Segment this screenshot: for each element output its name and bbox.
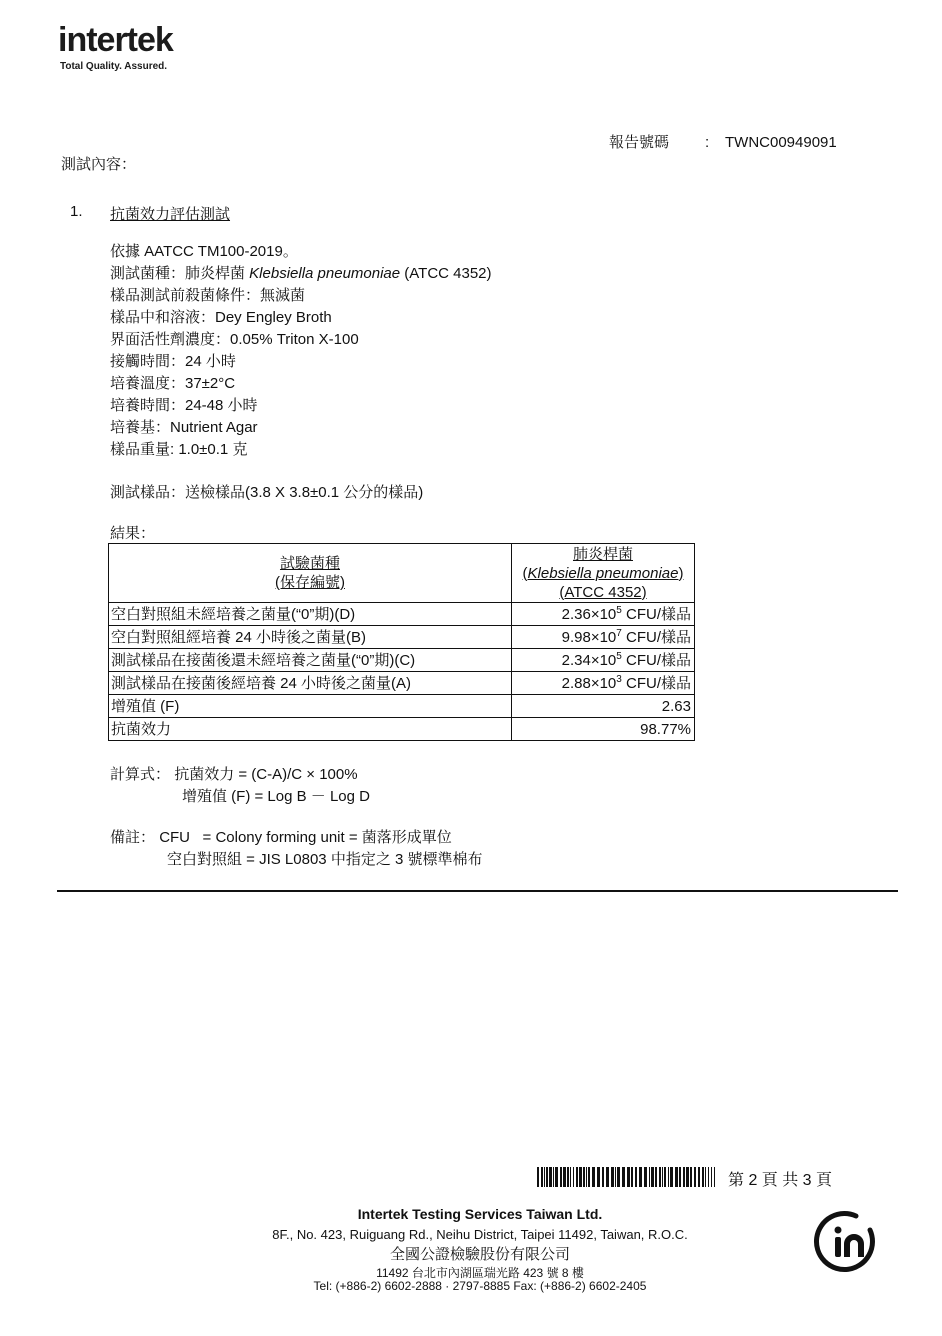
condition-organism [110, 263, 492, 285]
row-value [512, 626, 695, 649]
header-col2-line1: 肺炎桿菌 [572, 545, 633, 563]
intertek-logo: intertek [58, 21, 173, 59]
report-number-value: TWNC00949091 [725, 134, 837, 151]
table-row-efficacy [109, 718, 695, 741]
condition-medium: 培養基：Nutrient Agar [110, 419, 258, 436]
header-col2-close: ) [678, 564, 684, 582]
footer-company-zh: 全國公證檢驗股份有限公司 [389, 1246, 570, 1263]
row-label: 空白對照組經培養 24 小時後之菌量(B) [109, 626, 512, 649]
calculation-formula1: 抗菌效力 = (C-A)/C × 100% [174, 766, 358, 783]
barcode-icon [537, 1167, 717, 1187]
report-number-label: 報告號碼 [609, 134, 670, 151]
condition-sample-weight: 樣品重量: 1.0±0.1 克 [110, 441, 248, 458]
test-conditions [110, 241, 492, 461]
footer-address-zh: 11492 台北市內湖區瑞光路 423 號 8 樓 [376, 1266, 584, 1280]
page-info: 第 2 頁 共 3 頁 [728, 1172, 833, 1189]
value-mantissa: 2.36×10 [561, 605, 617, 623]
row-label: 測試樣品在接菌後經培養 24 小時後之菌量(A) [109, 672, 512, 695]
report-number-line [609, 131, 837, 152]
condition-surfactant: 界面活性劑濃度：0.05% Triton X-100 [110, 331, 359, 348]
header-organism-name [512, 544, 695, 603]
row-value [512, 649, 695, 672]
value-exponent: 5 [616, 604, 622, 616]
row-label: 測試樣品在接菌後還未經培養之菌量(“0”期)(C) [109, 649, 512, 672]
value-exponent: 5 [616, 650, 622, 662]
value-mantissa: 9.98×10 [561, 628, 617, 646]
footer-contact: Tel: (+886-2) 6602-2888 · 2797-8885 Fax: (+886-2) 6602-2405 [313, 1279, 647, 1293]
table-row [109, 603, 695, 626]
condition-incubation-time: 培養時間：24-48 小時 [110, 397, 258, 414]
calculation-formula2: 增殖值 (F) = Log B － Log D [182, 788, 370, 805]
condition-standard: 依據 AATCC TM100-2019。 [110, 243, 298, 260]
header-col2-line3: (ATCC 4352) [559, 583, 647, 601]
growth-value: 2.63 [512, 695, 695, 718]
condition-sterilization: 樣品測試前殺菌條件：無滅菌 [110, 287, 306, 304]
efficacy-value: 98.77% [512, 718, 695, 741]
organism-prefix: 測試菌種：肺炎桿菌 [110, 265, 250, 282]
header-col1-line2: (保存編號) [275, 574, 345, 591]
header-col1-line1: 試驗菌種 [279, 555, 340, 572]
calculation-label: 計算式： [110, 766, 171, 783]
value-mantissa: 2.34×10 [561, 651, 617, 669]
condition-incubation-temp: 培養溫度：37±2°C [110, 375, 236, 392]
growth-label: 增殖值 (F) [109, 695, 512, 718]
value-unit: CFU/樣品 [621, 605, 691, 623]
item-number: 1. [70, 203, 83, 220]
horizontal-divider [57, 890, 898, 892]
calculation-line1 [110, 764, 370, 786]
table-row [109, 626, 695, 649]
value-unit: CFU/樣品 [621, 674, 691, 692]
intertek-mark-icon [812, 1208, 880, 1276]
notes-line1 [110, 827, 483, 849]
value-unit: CFU/樣品 [621, 628, 691, 646]
footer-address-en: 8F., No. 423, Ruiguang Rd., Neihu District, Taipei 11492, Taiwan, R.O.C. [272, 1227, 688, 1242]
table-row [109, 649, 695, 672]
value-unit: CFU/樣品 [621, 651, 691, 669]
report-number-separator: : [705, 134, 710, 151]
row-value [512, 603, 695, 626]
organism-latin: Klebsiella pneumoniae [249, 265, 401, 282]
test-sample: 測試樣品：送檢樣品(3.8 X 3.8±0.1 公分的樣品) [110, 484, 424, 501]
row-value [512, 672, 695, 695]
header-col2-latin: Klebsiella pneumoniae [527, 564, 679, 582]
notes-block [110, 827, 483, 871]
notes-label: 備註： [110, 829, 156, 846]
table-row-growth [109, 695, 695, 718]
table-row [109, 672, 695, 695]
logo-tagline: Total Quality. Assured. [60, 61, 168, 72]
header-col2-line2 [523, 565, 684, 582]
efficacy-label: 抗菌效力 [109, 718, 512, 741]
calculation-block [110, 764, 370, 808]
organism-suffix: (ATCC 4352) [400, 265, 492, 282]
row-label: 空白對照組未經培養之菌量(“0”期)(D) [109, 603, 512, 626]
table-header-row [109, 544, 695, 603]
footer-company: Intertek Testing Services Taiwan Ltd. [357, 1206, 603, 1222]
condition-contact-time: 接觸時間：24 小時 [110, 353, 236, 370]
value-exponent: 7 [616, 627, 622, 639]
header-col2-open: ( [522, 564, 528, 582]
header-test-organism [109, 544, 512, 603]
value-exponent: 3 [616, 673, 622, 685]
results-label: 結果： [110, 525, 156, 542]
notes-cfu: CFU = Colony forming unit = 菌落形成單位 [159, 829, 452, 846]
section-title: 測試內容： [61, 156, 137, 173]
value-mantissa: 2.88×10 [561, 674, 617, 692]
results-table [108, 543, 695, 741]
notes-blank-control: 空白對照組 = JIS L0803 中指定之 3 號標準棉布 [167, 851, 483, 868]
item-title: 抗菌效力評估測試 [110, 206, 231, 223]
condition-neutralizer: 樣品中和溶液：Dey Engley Broth [110, 309, 332, 326]
